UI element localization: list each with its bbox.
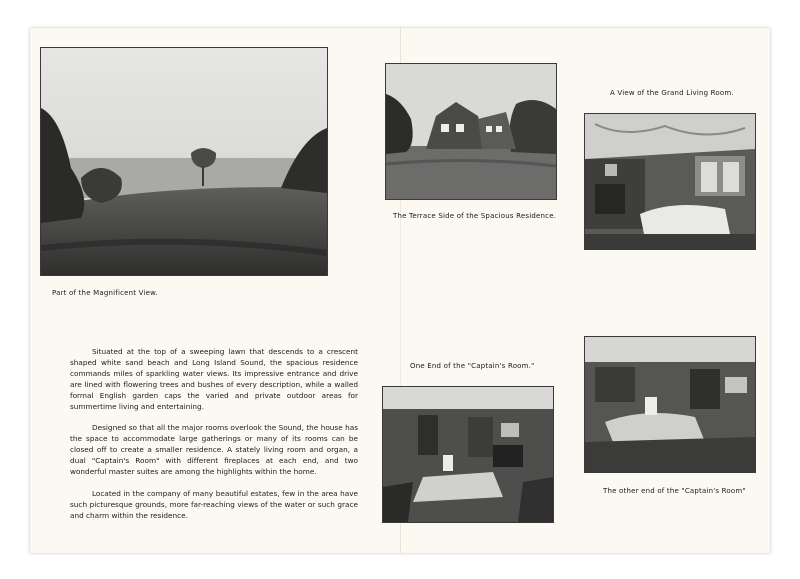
terrace-caption: The Terrace Side of the Spacious Residence. <box>393 212 557 220</box>
description-paragraph-1: Situated at the top of a sweeping lawn that descends to a crescent shaped white sand beach and Long Island Sound, the spacious residence commands miles of sparkling water views. Its impressive entrance and drive are lined with flowering trees and bushes of every description, while a walled formal English garden caps the varied and private outdoor areas for summertime living and entertaining. <box>70 347 358 411</box>
description-paragraph-3: Located in the company of many beautiful estates, few in the area have such picturesque grounds, more far-reaching views of the water or such grace and charm within the residence. <box>70 489 358 520</box>
captains-room-other-photo <box>584 336 756 473</box>
captains-room-end-caption: One End of the "Captain's Room." <box>410 362 535 370</box>
magnificent-view-caption: Part of the Magnificent View. <box>52 289 158 297</box>
living-room-caption: A View of the Grand Living Room. <box>610 89 734 97</box>
grand-living-room-photo <box>584 113 756 250</box>
terrace-photo <box>385 63 557 200</box>
captains-room-other-caption: The other end of the "Captain's Room" <box>603 487 746 495</box>
description-paragraph-2: Designed so that all the major rooms overlook the Sound, the house has the space to accommodate large gatherings or many of its rooms can be closed off to create a smaller residence. A stately living room and organ, a dual "Captain's Room" with different fireplaces at each end, and two wonderful master suites are among the highlights within the home. <box>70 423 358 476</box>
magnificent-view-photo <box>40 47 328 276</box>
captains-room-end-photo <box>382 386 554 523</box>
